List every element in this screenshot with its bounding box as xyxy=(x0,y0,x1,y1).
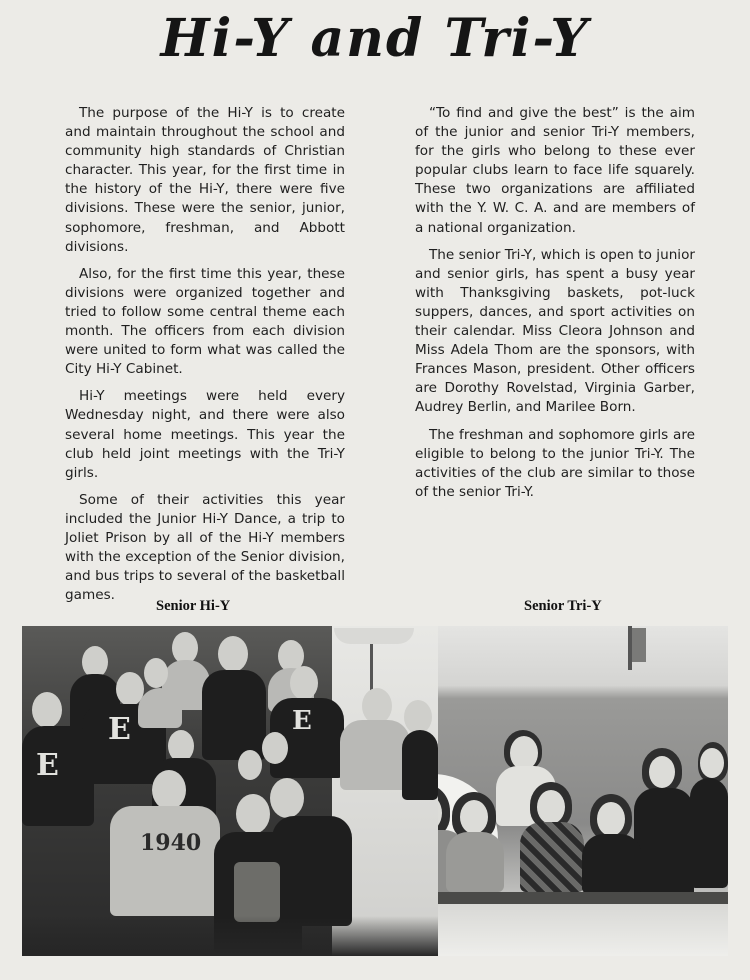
page-title: Hi-Y and Tri-Y xyxy=(160,8,590,69)
senior-tri-y-caption: Senior Tri-Y xyxy=(524,598,602,614)
hi-y-text-column xyxy=(65,104,345,613)
hi-y-paragraph-1: The purpose of the Hi-Y is to create and maintain throughout the school and community high standards of Christian character. This year, for the first time in the history of the Hi-Y, there were five divisions. These were the senior, junior, sophomore, freshman, and Abbott divisions. xyxy=(65,105,345,255)
hi-y-paragraph-4: Some of their activities this year included the Junior Hi-Y Dance, a trip to Joliet Prison by all of the Hi-Y members with the exception of the Senior division, and bus trips to several of the basketball games. xyxy=(65,491,345,604)
sweater-letter-e-3: E xyxy=(36,748,59,783)
senior-tri-y-photo xyxy=(438,626,728,956)
sweater-1940: 1940 xyxy=(140,830,202,856)
sweater-letter-e: E xyxy=(108,712,131,747)
hi-y-paragraph-2: Also, for the first time this year, these divisions were organized together and tried to follow some central theme each month. The officers from each division were united to form what was called the City Hi-Y Cabinet. xyxy=(65,265,345,378)
tri-y-paragraph-1: “To find and give the best” is the aim of the junior and senior Tri-Y members, for the girls who belong to these ever popular clubs learn to face life squarely. These two organizations are affiliated with the Y. W. C. A. and are members of a national organization. xyxy=(415,105,695,236)
senior-hi-y-photo xyxy=(22,626,438,956)
hi-y-paragraph-3: Hi-Y meetings were held every Wednesday night, and there were also several home meetings. This year the club held joint meetings with the Tri-Y girls. xyxy=(65,388,345,481)
tri-y-paragraph-2: The senior Tri-Y, which is open to junior and senior girls, has spent a busy year with Thanksgiving baskets, pot-luck suppers, dances, and sport activities on their calendar. Miss Cleora Johnson and Miss Adela Thom are the sponsors, with Frances Mason, president. Other officers are Dorothy Rovelstad, Virginia Garber, Audrey Berlin, and Marilee Born. xyxy=(415,246,695,416)
tri-y-text-column xyxy=(415,104,695,510)
sweater-letter-e-2: E xyxy=(292,706,312,736)
tri-y-paragraph-3: The freshman and sophomore girls are eligible to belong to the junior Tri-Y. The activities of the club are similar to those of the senior Tri-Y. xyxy=(415,426,695,500)
senior-hi-y-caption: Senior Hi-Y xyxy=(156,598,231,614)
